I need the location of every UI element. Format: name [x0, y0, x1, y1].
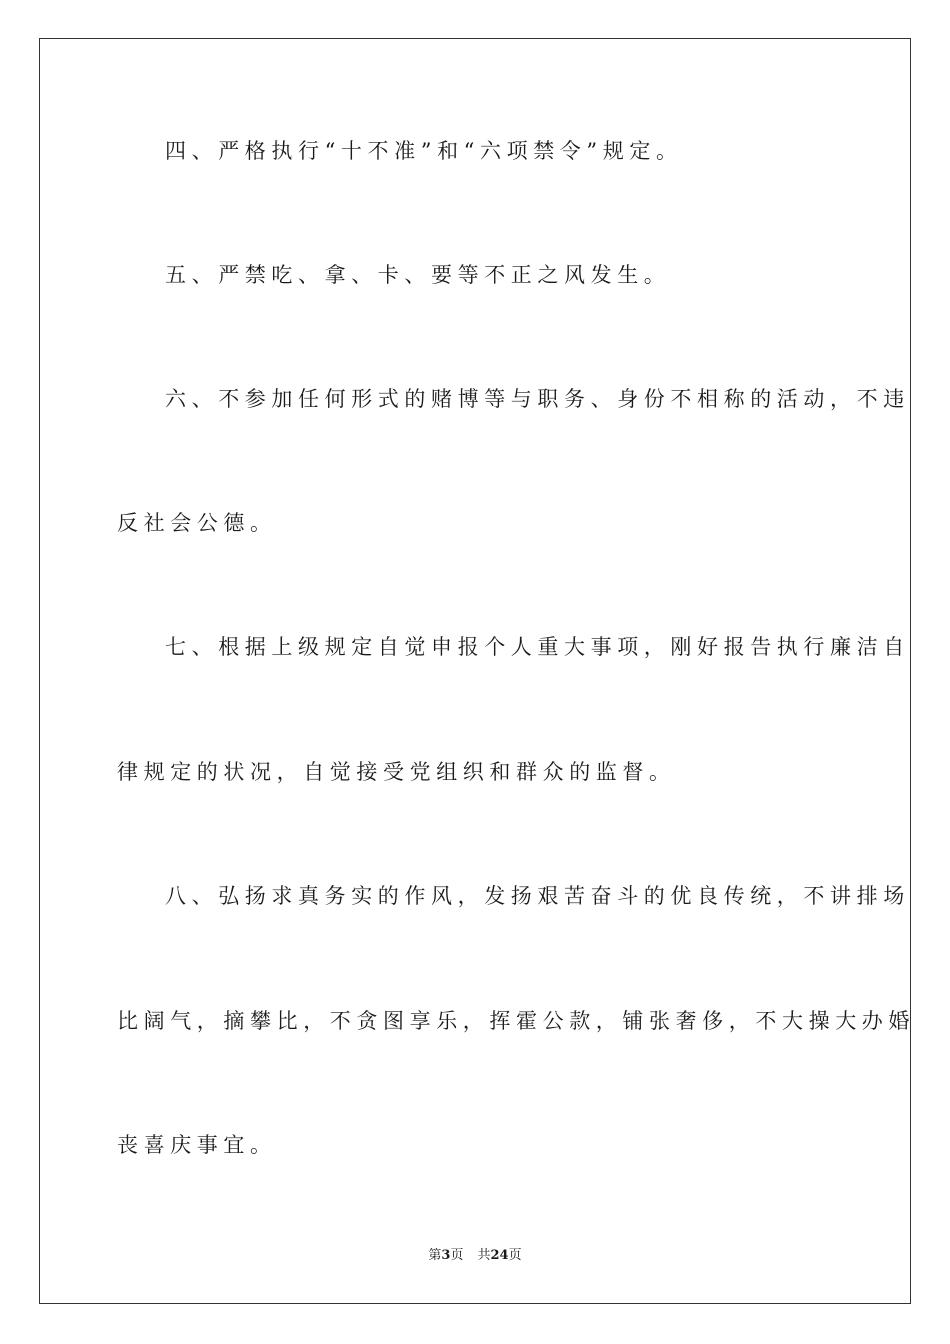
footer-page-prefix: 第 [428, 1248, 442, 1263]
paragraph-6-line-1: 六、不参加任何形式的赌博等与职务、身份不相称的活动，不违 [165, 387, 910, 411]
page-border [39, 38, 915, 1304]
footer-page-current: 3 [441, 1248, 451, 1263]
page-footer [0, 1247, 950, 1265]
footer-total-suffix: 页 [508, 1248, 522, 1263]
paragraph-4-line-1: 四、严格执行“十不准”和“六项禁令”规定。 [165, 139, 683, 163]
paragraph-7-line-1: 七、根据上级规定自觉申报个人重大事项，刚好报告执行廉洁自 [165, 635, 910, 659]
paragraph-6-line-2: 反社会公德。 [117, 511, 277, 535]
paragraph-8-line-2: 比阔气，摘攀比，不贪图享乐，挥霍公款，铺张奢侈，不大操大办婚 [117, 1009, 915, 1033]
paragraph-5-line-1: 五、严禁吃、拿、卡、要等不正之风发生。 [165, 263, 671, 287]
footer-page-suffix: 页 [450, 1248, 464, 1263]
paragraph-8-line-3: 丧喜庆事宜。 [117, 1133, 277, 1157]
footer-page-total: 24 [490, 1248, 509, 1263]
paragraph-8-line-1: 八、弘扬求真务实的作风，发扬艰苦奋斗的优良传统，不讲排场 [165, 884, 910, 908]
paragraph-7-line-2: 律规定的状况，自觉接受党组织和群众的监督。 [117, 760, 676, 784]
footer-total-prefix: 共 [477, 1248, 491, 1263]
